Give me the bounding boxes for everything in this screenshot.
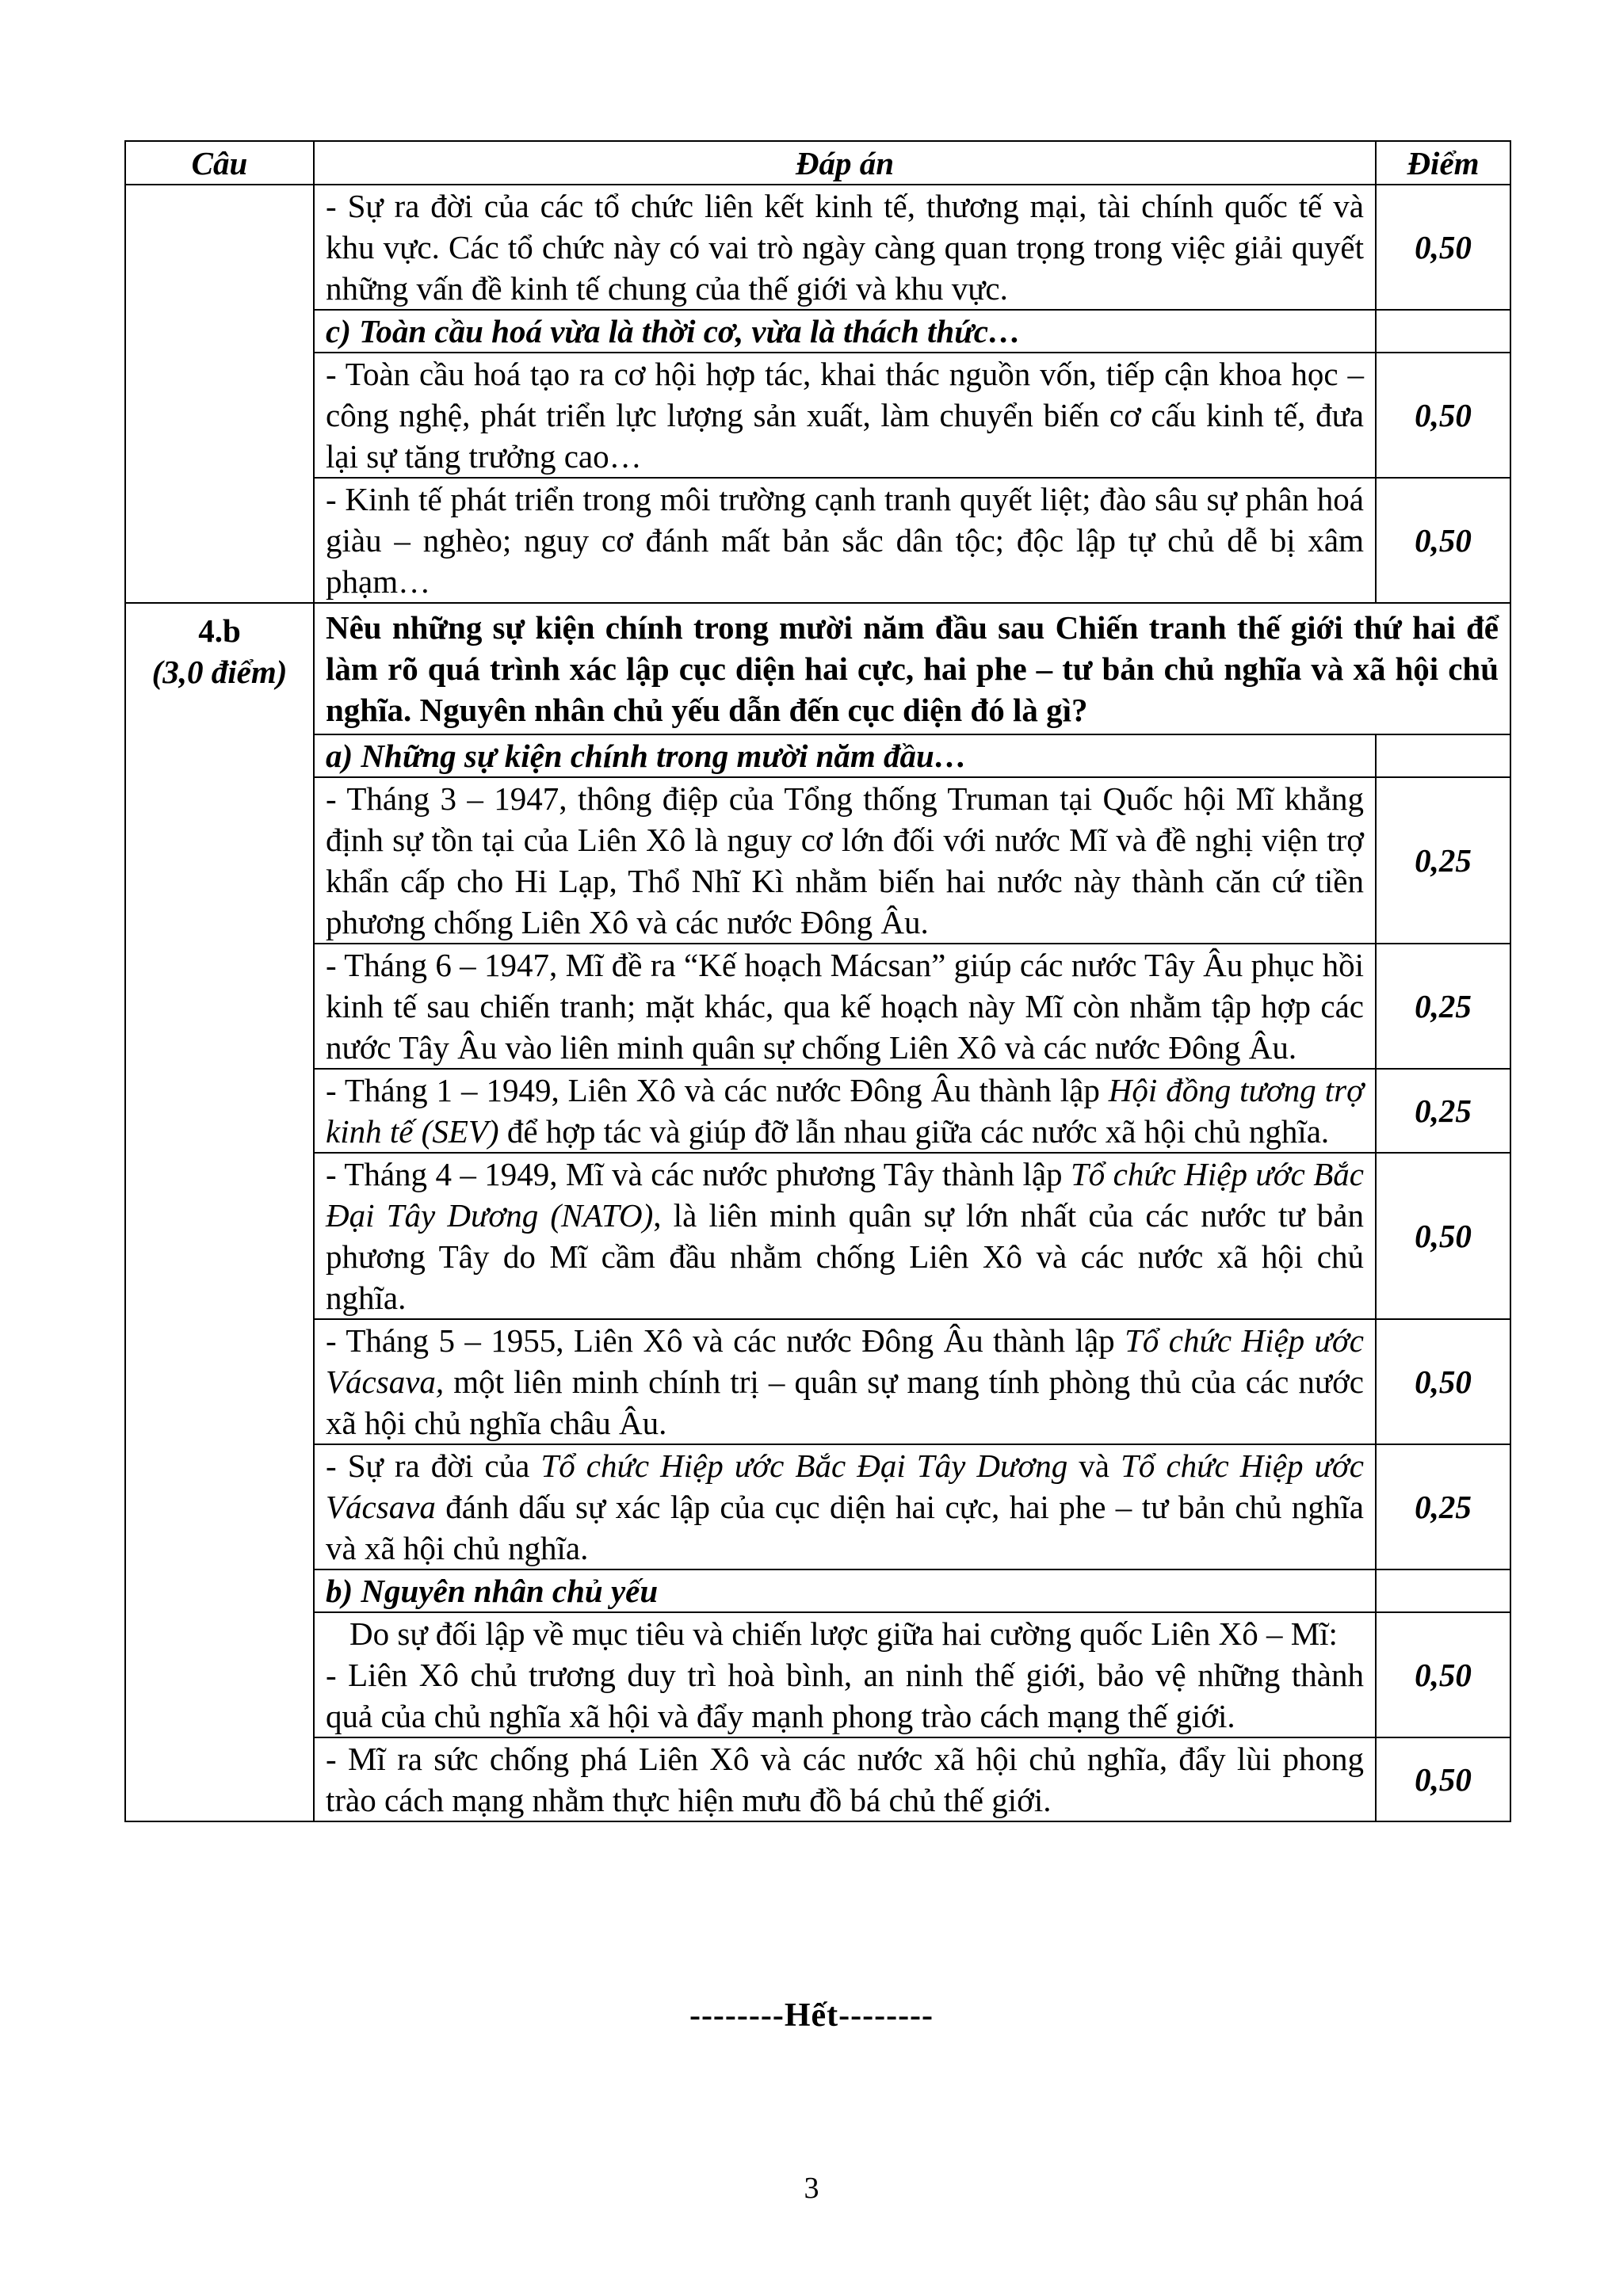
- table-row: [125, 1612, 1510, 1737]
- question-number: 4.b: [198, 612, 241, 649]
- table-row: [125, 603, 1510, 734]
- answer-text: [314, 1612, 1376, 1737]
- score-value: 0,25: [1376, 1444, 1510, 1569]
- score-value: 0,50: [1376, 1612, 1510, 1737]
- score-value: 0,50: [1376, 353, 1510, 478]
- header-question: Câu: [125, 141, 314, 185]
- text-run: đánh dấu sự xác lập của cục diện hai cực, hai phe – tư bản chủ nghĩa và xã hội chủ nghĩa.: [326, 1489, 1364, 1566]
- table-row: [125, 478, 1510, 603]
- table-row: [125, 1569, 1510, 1612]
- score-empty: [1376, 1569, 1510, 1612]
- text-run: - Tháng 4 – 1949, Mĩ và các nước phương Tây thành lập: [326, 1156, 1071, 1192]
- table-row: [125, 1444, 1510, 1569]
- score-value: 0,50: [1376, 185, 1510, 310]
- answer-text: [314, 1069, 1376, 1153]
- italic-term: Tổ chức Hiệp ước Vácsava,: [326, 1322, 1365, 1400]
- table-row: [125, 777, 1510, 944]
- text-run: , là liên minh quân sự lớn nhất của các nước tư bản phương Tây do Mĩ cầm đầu nhằm chống Liên Xô và các nước xã hội chủ nghĩa.: [326, 1197, 1364, 1316]
- italic-term: Tổ chức Hiệp ước Vácsava: [326, 1447, 1365, 1525]
- text-run: - Tháng 5 – 1955, Liên Xô và các nước Đông Âu thành lập: [326, 1322, 1125, 1359]
- answer-text: [314, 1153, 1376, 1319]
- page-number: 3: [804, 2172, 819, 2205]
- score-value: 0,50: [1376, 1153, 1510, 1319]
- table-row: [125, 734, 1510, 777]
- question-cell-4b: [125, 603, 314, 1821]
- header-row: [125, 141, 1510, 185]
- score-value: 0,25: [1376, 777, 1510, 944]
- answer-text: - Tháng 3 – 1947, thông điệp của Tổng thống Truman tại Quốc hội Mĩ khẳng định sự tồn tại của Liên Xô là nguy cơ lớn đối với nước Mĩ và đề nghị viện trợ khẩn cấp cho Hi Lạp, Thổ Nhĩ Kì nhằm biến hai nước này thành căn cứ tiền phương chống Liên Xô và các nước Đông Âu.: [314, 777, 1376, 944]
- question-text: Nêu những sự kiện chính trong mười năm đầu sau Chiến tranh thế giới thứ hai để làm rõ quá trình xác lập cục diện hai cực, hai phe – tư bản chủ nghĩa và xã hội chủ nghĩa. Nguyên nhân chủ yếu dẫn đến cục diện đó là gì?: [314, 603, 1510, 734]
- score-value: 0,25: [1376, 944, 1510, 1069]
- score-value: 0,50: [1376, 1737, 1510, 1821]
- score-value: 0,50: [1376, 478, 1510, 603]
- answer-text: - Kinh tế phát triển trong môi trường cạnh tranh quyết liệt; đào sâu sự phân hoá giàu – nghèo; nguy cơ đánh mất bản sắc dân tộc; độc lập tự chủ dễ bị xâm phạm…: [314, 478, 1376, 603]
- italic-term: Hội đồng tương trợ kinh tế (SEV): [326, 1072, 1364, 1150]
- table-row: [125, 944, 1510, 1069]
- score-empty: [1376, 734, 1510, 777]
- answer-text: - Sự ra đời của các tổ chức liên kết kinh tế, thương mại, tài chính quốc tế và khu vực. Các tổ chức này có vai trò ngày càng quan trọng trong việc giải quyết những vấn đề kinh tế chung của thế giới và khu vực.: [314, 185, 1376, 310]
- section-heading: a) Những sự kiện chính trong mười năm đầu…: [314, 734, 1376, 777]
- table-row: [125, 1153, 1510, 1319]
- header-score: Điểm: [1376, 141, 1510, 185]
- text-run: để hợp tác và giúp đỡ lẫn nhau giữa các nước xã hội chủ nghĩa.: [498, 1113, 1330, 1150]
- end-mark: --------Hết--------: [689, 1997, 934, 2034]
- question-points: (3,0 điểm): [151, 654, 288, 690]
- section-heading: c) Toàn cầu hoá vừa là thời cơ, vừa là thách thức…: [314, 310, 1376, 353]
- table-row: [125, 1319, 1510, 1444]
- text-run: và: [1067, 1447, 1121, 1484]
- italic-term: Tổ chức Hiệp ước Bắc Đại Tây Dương (NATO): [326, 1156, 1364, 1234]
- table-row: [125, 1737, 1510, 1821]
- answer-text: [314, 1444, 1376, 1569]
- text-run: - Sự ra đời của: [326, 1447, 541, 1484]
- table-row: [125, 310, 1510, 353]
- text-run: một liên minh chính trị – quân sự mang tính phòng thủ của các nước xã hội chủ nghĩa châu Âu.: [326, 1363, 1364, 1441]
- text-line: Do sự đối lập về mục tiêu và chiến lược giữa hai cường quốc Liên Xô – Mĩ:: [349, 1615, 1338, 1652]
- question-cell-empty: [125, 185, 314, 603]
- answer-text: [314, 1319, 1376, 1444]
- answer-table: [124, 140, 1511, 1822]
- table-row: [125, 353, 1510, 478]
- text-run: - Tháng 1 – 1949, Liên Xô và các nước Đông Âu thành lập: [326, 1072, 1109, 1108]
- answer-text: - Tháng 6 – 1947, Mĩ đề ra “Kế hoạch Mácsan” giúp các nước Tây Âu phục hồi kinh tế sau chiến tranh; mặt khác, qua kế hoạch này Mĩ còn nhằm tập hợp các nước Tây Âu vào liên minh quân sự chống Liên Xô và các nước Đông Âu.: [314, 944, 1376, 1069]
- table-row: [125, 185, 1510, 310]
- answer-text: - Mĩ ra sức chống phá Liên Xô và các nước xã hội chủ nghĩa, đẩy lùi phong trào cách mạng nhằm thực hiện mưu đồ bá chủ thế giới.: [314, 1737, 1376, 1821]
- score-value: 0,25: [1376, 1069, 1510, 1153]
- score-value: 0,50: [1376, 1319, 1510, 1444]
- header-answer: Đáp án: [314, 141, 1376, 185]
- italic-term: Tổ chức Hiệp ước Bắc Đại Tây Dương: [540, 1447, 1068, 1484]
- answer-text: - Toàn cầu hoá tạo ra cơ hội hợp tác, khai thác nguồn vốn, tiếp cận khoa học – công nghệ, phát triển lực lượng sản xuất, làm chuyển biến cơ cấu kinh tế, đưa lại sự tăng trưởng cao…: [314, 353, 1376, 478]
- text-line: - Liên Xô chủ trương duy trì hoà bình, an ninh thế giới, bảo vệ những thành quả của chủ nghĩa xã hội và đẩy mạnh phong trào cách mạng thế giới.: [326, 1657, 1364, 1734]
- table-row: [125, 1069, 1510, 1153]
- score-empty: [1376, 310, 1510, 353]
- section-heading: b) Nguyên nhân chủ yếu: [314, 1569, 1376, 1612]
